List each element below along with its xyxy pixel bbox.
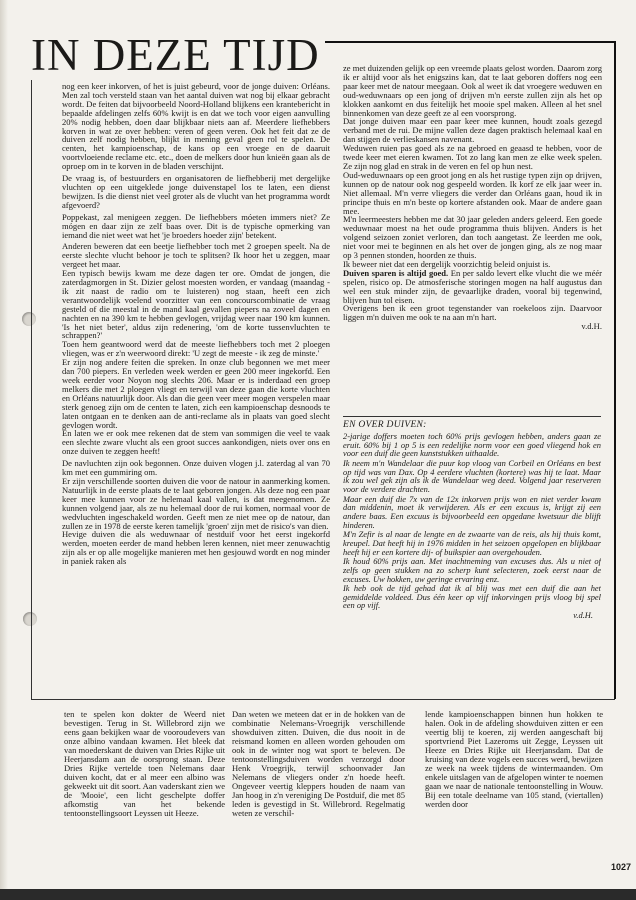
binder-hole — [23, 612, 37, 626]
paragraph: Een typisch bewijs kwam me deze dagen ter ore. Omdat de jongen, die zaterdagmorgen in St. Dizier gelost moesten worden, er vandaag (maandag - ik zit naast de radio om te luisteren) nog staan, heeft een zich verantwoordelijk voelend voorzitter van een concourscombinatie de vraag gesteld of die meestal in de mand kaal gevallen piepers na zoveel dagen en nachten en na 390 km te hebben gevlogen, vrijdag weer naar 190 km kunnen. 'Is het niet beter', aldus zijn redenering, 'om de korte tussenvluchten te schrappen?' — [62, 268, 330, 341]
emphasis-text: Duiven sparen is altijd goed. — [343, 267, 449, 278]
paragraph — [343, 260, 602, 305]
paragraph: nog een keer inkorven, of het is juist gebeurd, voor de jonge duiven: Orléans. Men zal toch versteld staan van het aantal duiven wat nog bij elkaar gebracht wordt. De feiten dat bijvoorbeeld Noord-Holland blijkens een krantebericht in bepaalde afdelingen zelfs 60% kwijt is en dat we toch voor eigen aanvulling 20% nodig hebben, doen daar blijkbaar niets aan af. Meerdere liefhebbers korven in wat ze over hebben: veren of geen veren. Ook het feit dat ze de duiven zelf nodig hebben, blijkt in mening geval geen rol te spelen. De centen, het kampioenschap, de kans op een vroege en de daaruit voortvloeiende reclame etc. etc., doen de melkers door hun knieën gaan als de oproep om in te korven in de bladen verschijnt. — [62, 82, 330, 172]
paragraph: Er zijn verschillende soorten duiven die voor de natour in aanmerking komen. Natuurlijk in de eerste plaats de te laat geboren jongen. Als deze nog een paar keer mee kunnen voor ze helemaal kaal vallen, is dat meegenomen. Ze kunnen volgend jaar, als ze nu helemaal door de rui komen, normaal voor de wedvluchten ingeschakeld worden. Geeft men ze niet mee op de natour, dan zullen ze in 1978 de eerste keren tamelijk 'groen' zijn met de risico's van dien. — [62, 475, 330, 531]
paragraph: Toen hem geantwoord werd dat de meeste liefhebbers toch met 2 ploegen vliegen, was er z'n weerwoord direkt: 'U zegt de meeste - ik zeg de minste.' — [62, 339, 330, 359]
paragraph-text: En per saldo levert elke vlucht die we méér spelen, risico op. De atmosferische storingen mogen na half augustus dan wel een stuk minder zijn, de gevaarlijke draden, vooral bij tegenwind, blijven hun tol eisen. — [343, 267, 602, 305]
article-column-right — [343, 64, 602, 412]
box-paragraph: 2-jarige doffers moeten toch 60% prijs gevlogen hebben, anders gaan ze eruit. 60% bij 1 op 5 is een redelijke norm voor een goed vliegend hok en voor een duif die geen kunststukken uithaalde. — [343, 431, 601, 459]
page-edge-shadow — [0, 0, 8, 900]
box-paragraph: Ik neem m'n Wandelaar die puur kop vloog van Corbeil en Orléans en best op tijd was van Dax. Op 4 eerdere vluchten (kortere) was hij te laat. Maar ik zou wel gek zijn als ik de Wandelaar weg deed. Volgend jaar reserveren voor de verdere drachten. — [343, 457, 601, 494]
paragraph: Hevige duiven die als weduwnaar of nestduif voor het eerst ingekorfd werden, moeten eerder de mand hebben leren kennen, niet meer zenuwachtig zijn als er op alle mogelijke manieren met hen gesjouwd wordt en nog minder in paniek raken als — [62, 529, 330, 567]
bottom-article-column-2 — [232, 710, 405, 870]
paragraph: Overigens ben ik een groot tegenstander van roekeloos zijn. Daarvoor liggen m'n duiven me ook te na aan m'n hart. — [343, 303, 602, 323]
box-paragraph: Maar een duif die 7x van de 12x inkorven prijs won en niet verder kwam dan middenin, moet ik verwijderen. Als er een excuus is, krijgt zij een andere baas. Een excuus is bijvoorbeeld een opgedane kwetsuur die blijft hinderen. — [343, 493, 601, 530]
frame-rule-bottom — [31, 699, 615, 700]
box-paragraph: M'n Zefir is al naar de lengte en de zwaarte van de reis, als hij thuis komt, kreupel. Dat heeft hij in 1976 midden in het seizoen opgelopen en blijkbaar heeft hij er een kortere dij- of buikspier aan overgehouden. — [343, 529, 601, 557]
paragraph-text: Ik beweer niet dat een dergelijk voorzichtig beleid onjuist is. — [343, 258, 551, 269]
paragraph: lende kampioenschappen binnen hun hokken te halen. Ook in de afdeling showduiven zitten er een veertig blij te koeren, zij werden aangeschaft bij sportvriend Piet Lazeroms uit Zegge, Leyssen uit Heeze en Dries Rijke uit Heerjansdam. Dat de kruising van deze vogels een succes werd, bewijzen ze week na week tijdens de wintermaanden. Om enkele uitslagen van de afgelopen winter te noemen gaan we naar de nationale tentoonstelling in Wouw. Bij een totale deelname van 105 stand, (viertallen) werden door — [425, 710, 603, 809]
paragraph: Dat jonge duiven maar een paar keer mee kunnen, houdt zoals gezegd verband met de rui. De mijne vallen deze dagen praktisch helemaal kaal en dan stijgen de verlieskansen navenant. — [343, 116, 602, 145]
paragraph: Oud-weduwnaars op een groot jong en als het rustige typen zijn op drijven, kunnen op de natour ook nog gespeeld worden. Ik korf ze elk jaar weer in. Niet allemaal. M'n verre vliegers die verder dan Orléans gaan, houd ik in principe thuis en m'n beste op kortere afstanden ook. Maar de andere gaan mee. — [343, 169, 602, 216]
paragraph: ten te spelen kon dokter de Weerd niet bevestigen. Terug in St. Willebrord zijn we eens gaan bekijken waar de vooroudevers van onze albino vandaan kwamen. Het bleek dat van moederskant de duiven van Dries Rijke uit Heerjansdam aan de oorsprong staan. Deze Dries Rijke vertelde toen Nelemans daar duiven kocht, dat er al meer een albino was gekweekt uit dit soort. Aan vaderskant zien we de 'Mooie', een licht geschelpte doffer afkomstig van het bekende tentoonstellingsoort Leyssen uit Heeze. — [64, 710, 225, 818]
sidebar-box — [343, 416, 601, 699]
box-paragraph: Ik houd 60% prijs aan. Met inachtneming van excuses dus. Als u niet of zelfs op geen stukken na zo scherp kunt selecteren, zoek eerst naar de excuses. Uw hokken, uw geringe ervaring enz. — [343, 556, 601, 584]
page-title: IN DEZE TIJD — [31, 30, 320, 80]
frame-rule-left — [31, 80, 32, 700]
paragraph: De vraag is, of bestuurders en organisatoren de liefhebberij met dergelijke vluchten op een uitgeklede jonge duivenstapel los te laten, een dienst bewijzen. Is die dienst niet veel groter als de vlucht van het programma wordt afgevoerd? — [62, 173, 330, 210]
paragraph: De navluchten zijn ook begonnen. Onze duiven vlogen j.l. zaterdag al van 70 km met een gummiring om. — [62, 458, 330, 478]
box-paragraph: Ik heb ook de tijd gehad dat ik al blij was met een duif die aan het gemiddelde voldeed. Dus één keer op vijf inkorvingen prijs vloog bij spel een op vijf. — [343, 583, 601, 611]
binder-hole — [22, 312, 36, 326]
frame-rule-right — [614, 41, 616, 699]
paragraph: En laten we er ook mee rekenen dat de stem van sommigen die veel te vaak een slechte zware vlucht als een groot succes aankondigen, niets over ons en onze duiven te zeggen heeft! — [62, 428, 330, 457]
box-heading: EN OVER DUIVEN: — [343, 420, 427, 430]
bottom-article-column-1 — [64, 710, 225, 870]
page-number: 1027 — [611, 862, 632, 872]
paragraph: Anderen beweren dat een beetje liefhebber toch met 2 groepen speelt. Na de eerste slechte vlucht behoor je toch te splitsen? Ik hoor het u zeggen, maar vergeet het maar. — [62, 241, 330, 270]
paragraph: Dan weten we meteen dat er in de hokken van de combinatie Nelemans-Vroegrijk verschillende showduiven zitten. Duiven, die dus nooit in de reismand komen en alleen worden gehouden om ook in de winter nog wat sport te beleven. De tentoonstellingsduiven worden verzorgd door Henk Vroegrijk, terwijl schoonvader Jan Nelemans de vliegers onder z'n hoede heeft. Ongeveer veertig kleppers houden de naam van Jan hoog in z'n vereniging De Postduif, die met 85 leden is gevestigd in St. Willebrord. Regelmatig weten ze verschil- — [232, 710, 405, 818]
paragraph: Weduwen ruien pas goed als ze na gebroed en geaasd te hebben, voor de twede keer met eieren kwamen. Tot zo lang kan men ze elke week spelen. Ze zijn nog glad en strak in de veren en fel op hun nest. — [343, 143, 602, 171]
box-signature: v.d.H. — [573, 610, 593, 621]
paragraph: Er zijn nog andere feiten die spreken. In onze club begonnen we met meer dan 700 piepers. En verleden week werden er geen 200 meer ingekorfd. Een week eerder voor Noyon nog slechts 206. Maar er is inderdaad een groep melkers die met 2 ploegen vliegt en terwijl van deze gaan die korte vluchten en Orléans natuurlijk door. Als dan die geen veer meer mogen verspelen maar sterk genoeg zijn om de centen te laten, zich een kampioenschap desnoods te laten ontgaan en te denken aan de anti-reclame als in plaats van goed slecht gevlogen wordt. — [62, 357, 330, 430]
article-signature: v.d.H. — [581, 321, 602, 332]
paragraph: M'n leermeesters hebben me dat 30 jaar geleden anders geleerd. Een goede weduwnaar moest na het oude programma thuis blijven. Anders is het volgend seizoen zoniet verloren, dan toch aangetast. Ze leerden me ook, niet voor mei te beginnen en als het over de jongen ging, als ze nog maar op 3 pennen stonden, hoorden ze thuis. — [343, 214, 602, 261]
scan-bottom-edge — [0, 889, 636, 900]
bottom-article-column-3 — [425, 710, 603, 870]
paragraph: Poppekast, zal menigeen zeggen. De liefhebbers móeten immers niet? Ze mógen en daar zijn ze zelf baas over. Dit is de typische opmerking van iemand die niet weet wat het 'je broeders hoeder zijn' betekent. — [62, 211, 330, 240]
paragraph: ze met duizenden gelijk op een vreemde plaats gelost worden. Daarom zorg ik er altijd voor als het enigszins kan, dat te laat geboren doffers nog een paar keer met de natour meegaan. Ook al weet ik dat vroegere weduwen en oud-weduwnaars op een jong of drijven m'n eerste zullen zijn als het op klokken aankomt en dus feitelijk het mooie spel maken. Alleen al het snel binnenkomen van deze geeft ze al een voorsprong. — [343, 64, 602, 118]
article-column-left — [62, 82, 330, 696]
frame-rule-top — [325, 41, 615, 43]
